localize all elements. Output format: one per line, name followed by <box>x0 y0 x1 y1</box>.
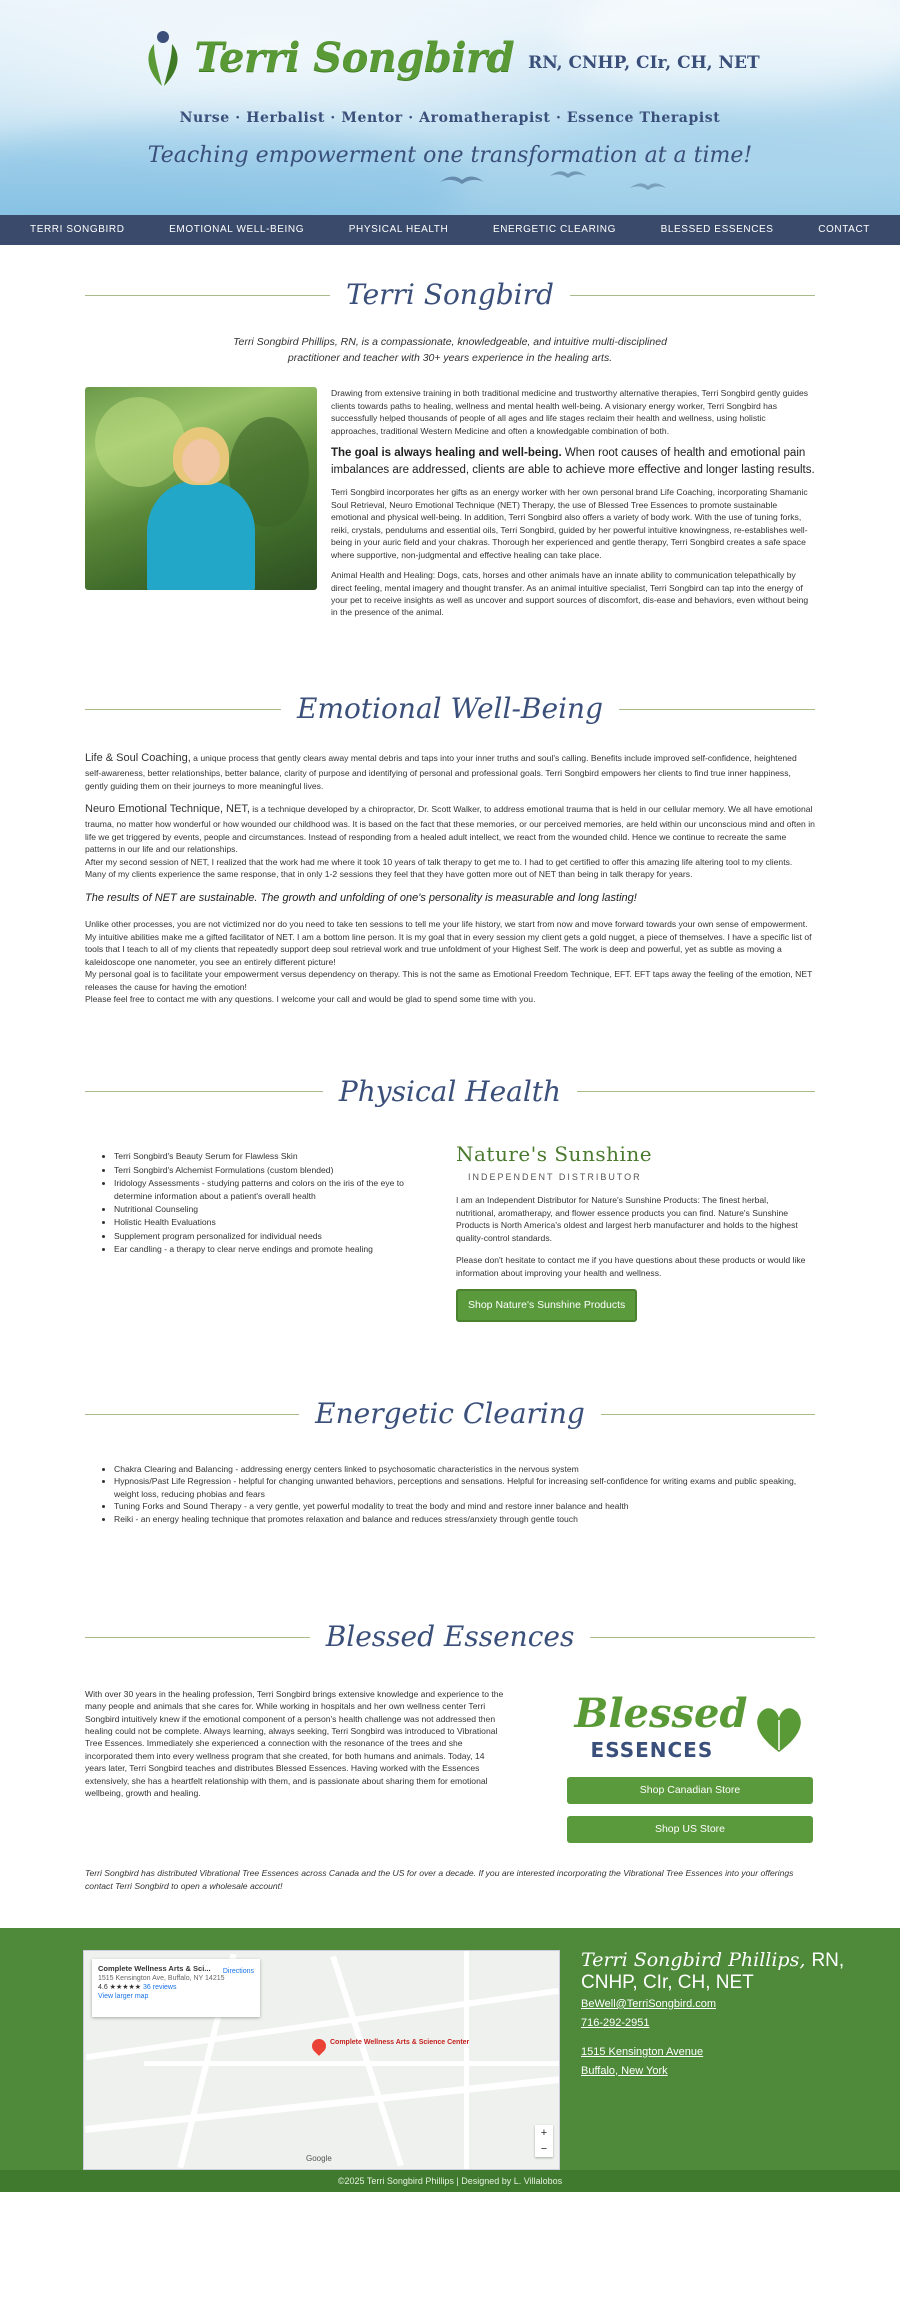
physical-title: Physical Health <box>338 1074 562 1108</box>
shop-canadian-store-button[interactable]: Shop Canadian Store <box>567 1777 813 1804</box>
map-place-card[interactable]: Complete Wellness Arts & Sci... 1515 Kensington Ave, Buffalo, NY 14215 4.6 ★★★★★ 36 reviews View larger map Directions <box>92 1959 260 2017</box>
physical-section <box>0 1006 900 1323</box>
map-pin-label: Complete Wellness Arts & Science Center <box>330 2039 470 2046</box>
map-pin-icon[interactable] <box>309 2036 329 2056</box>
header-tagline: Teaching empowerment one transformation at a time! <box>147 143 753 168</box>
divider <box>570 295 815 296</box>
copyright-bar: ©2025 Terri Songbird Phillips | Designed by L. Villalobos <box>0 2170 900 2192</box>
natures-sunshine-paragraph: I am an Independent Distributor for Nature's Sunshine Products: The finest herbal, nutritional, aromatherapy, and flower essence products you can find. Nature's Sunshine Products is North America's oldest and largest herb manufacturer and holds to the highest quality-control standards. <box>456 1195 798 1243</box>
emotional-paragraph: Please feel free to contact me with any questions. I welcome your call and would be glad to spend some time with you. <box>85 994 536 1005</box>
embedded-map[interactable] <box>83 1950 560 2170</box>
energetic-section <box>0 1322 900 1525</box>
about-title: Terri Songbird <box>346 278 554 311</box>
about-paragraph: Drawing from extensive training in both traditional medicine and trustworthy alternative therapies, Terri Songbird gently guides clients towards paths to healing, wellness and mental health well-being. A visionary energy worker, Terri Songbird has successfully helped thousands of people of all ages and life stages reclaim their health and wellness, using holistic approaches, traditional Western Medicine and often a knowledgable combination of both. <box>331 388 809 436</box>
list-item: • Ear candling - a therapy to clear nerve endings and promote healing <box>114 1243 440 1255</box>
blessed-panel <box>565 1688 815 1843</box>
roles-tagline: Nurse · Herbalist · Mentor · Aromatherapist · Essence Therapist <box>179 110 721 126</box>
blessed-section <box>0 1525 900 1892</box>
leaf-person-logo-icon <box>140 28 186 88</box>
divider <box>85 295 330 296</box>
address-line-1[interactable]: 1515 Kensington Avenue <box>581 2045 704 2058</box>
phone-link[interactable]: 716-292-2951 <box>581 2016 650 2029</box>
divider <box>85 1091 323 1092</box>
section-heading <box>0 1072 900 1113</box>
divider <box>85 1414 299 1415</box>
divider <box>577 1091 815 1092</box>
physical-body <box>0 1112 900 1322</box>
nav-item-physical-health[interactable]: PHYSICAL HEALTH <box>348 223 449 235</box>
list-item: • Reiki - an energy healing technique that promotes relaxation and balance and reduces stress/anxiety through gentle touch <box>114 1513 800 1525</box>
shop-natures-sunshine-button[interactable]: Shop Nature's Sunshine Products <box>456 1289 637 1322</box>
email-link[interactable]: BeWell@TerriSongbird.com <box>581 1997 717 2010</box>
site-header <box>0 0 900 215</box>
section-heading <box>0 1617 900 1658</box>
divider <box>619 709 815 710</box>
contact-info <box>581 1950 900 2079</box>
emotional-title: Emotional Well-Being <box>297 691 603 725</box>
directions-link[interactable]: Directions <box>222 1968 254 1975</box>
section-heading <box>0 275 900 316</box>
map-zoom-controls[interactable]: + − <box>535 2125 553 2157</box>
net-paragraph: Neuro Emotional Technique, NET, is a technique developed by a chiropractor, Dr. Scott Walker, to address emotional trauma that is held in our cellular memory. We all have emotional trauma, no matter how wonderful or how wounded our childhood was. It is based on the fact that these memories, or our perceived memories, are held within our unconscious mind and often in life we get triggered by events, people and circumstances. Instead of responding from a healed adult intellect, we react from the wounded child. Hence we continue to recreate the same patterns in our life and our relationships. <box>85 803 815 855</box>
site-footer <box>0 1928 900 2192</box>
physical-services-list <box>100 1140 440 1322</box>
list-item: • Nutritional Counseling <box>114 1203 440 1215</box>
emotional-paragraph: After my second session of NET, I realized that the work had me where it took 10 years of talk therapy to get me to. I had to get certified to offer this amazing life altering tool to my clients. Many of my clients experience the same response, that in only 1-2 sessions they feel that they have gotten more out of NET than being in talk therapy for years. <box>85 856 793 880</box>
about-paragraph: Terri Songbird incorporates her gifts as an energy worker with her own personal brand Life Coaching, incorporating Shamanic Soul Retrieval, Neuro Emotional Technique (NET) Therapy, the use of Blessed Tree Essences to promote sustainable emotional and physical well-being. In addition, Terri Songbird also offers a variety of body work. With the use of tuning forks, reiki, crystals, pendulums and essential oils, Terri Songbird, guided by her powerful intuitive knowingness, re-establishes well-being in your auric field and your chakras. Thorough her experienced and gentle therapy, Terri Songbird creates a safe space where supportive, non-judgmental and effective healing can take place. <box>331 487 808 560</box>
natures-sunshine-panel <box>456 1140 810 1322</box>
view-larger-map-link[interactable]: View larger map <box>98 1992 149 2000</box>
list-item: • Hypnosis/Past Life Regression - helpful for changing unwanted behaviors, perceptions and sensations. Helpful for increasing self-confidence for writing exams and public speaking, weight loss, reducing phobias and fears <box>114 1475 800 1500</box>
blessed-paragraph: With over 30 years in the healing profession, Terri Songbird brings extensive knowledge and experience to the many people and animals that she cares for. While working in hospitals and her own wellness center Terri Songbird intuitively knew if the emotional component of a person's health challenge was not addressed then healing could not be complete. Always learning, always seeking, Terri Songbird was introduced to Vibrational Tree Essences. Immediately she experienced a connection with the resonance of the trees and she incorporated them into every wellness program that she created, for both humans and animals. Today, 14 years later, Terri Songbird teaches and distributes Blessed Essences. Having worked with the Essences extensively, she has a heartfelt relationship with them, and is passionate about sharing them for emotional wellbeing, growth and healing. <box>85 1688 504 1799</box>
portrait-photo <box>85 387 317 590</box>
nav-item-contact[interactable]: CONTACT <box>818 223 870 235</box>
list-item: • Tuning Forks and Sound Therapy - a very gentle, yet powerful modality to treat the body and mind and restore inner balance and health <box>114 1500 800 1512</box>
about-lead: Terri Songbird Phillips, RN, is a compassionate, knowledgeable, and intuitive multi-disciplined practitioner and teacher with 30+ years experience in the healing arts. <box>233 335 667 365</box>
list-item: • Terri Songbird's Beauty Serum for Flawless Skin <box>114 1150 440 1162</box>
nav-item-energetic-clearing[interactable]: ENERGETIC CLEARING <box>492 223 616 235</box>
blessed-body <box>0 1658 900 1843</box>
nav-item-emotional-well-being[interactable]: EMOTIONAL WELL-BEING <box>169 223 305 235</box>
section-heading <box>0 1394 900 1435</box>
energetic-list <box>0 1435 900 1525</box>
section-heading <box>0 689 900 730</box>
about-text <box>331 387 815 627</box>
about-paragraph: Animal Health and Healing: Dogs, cats, horses and other animals have an innate ability to communication telepathically by direct feeling, mental imagery and thought transfer. As an animal intuitive specialist, Terri Songbird can tap into the energy of your pet to receive insights as well as uncover and support sources of discomfort, dis-ease and behaviors, even without being in the presence of the animal. <box>331 570 809 618</box>
shop-us-store-button[interactable]: Shop US Store <box>567 1816 813 1843</box>
energetic-title: Energetic Clearing <box>315 1397 585 1431</box>
emotional-body <box>0 729 900 1005</box>
about-section <box>0 245 900 627</box>
emotional-paragraph: My intuitive abilities make me a gifted facilitator of NET. I am a bottom line person. It is my goal that in every session my client gets a gold nugget, a piece of themselves. I have a specific list of tools that I teach to all of my clients that repeatedly support deep soul retrieval work and true unfoldment of your Highest Self. The work is deep and powerful, yet as subtle as moving a kaleidoscope one nanometer, you see an entirely different picture! <box>85 931 812 967</box>
divider <box>85 709 281 710</box>
logo[interactable] <box>0 28 900 88</box>
about-body <box>0 367 900 627</box>
list-item: • Holistic Health Evaluations <box>114 1216 440 1228</box>
main-nav <box>0 215 900 245</box>
natures-sunshine-logo: Nature's Sunshine <box>456 1142 653 1167</box>
bird-icon <box>430 160 680 200</box>
logo-name: Terri Songbird <box>194 34 515 81</box>
blessed-title: Blessed Essences <box>325 1620 575 1654</box>
life-coaching-paragraph: Life & Soul Coaching, a unique process that gently clears away mental debris and taps into your inner truths and soul's calling. Benefits include improved self-confidence, heightened self-awareness, better relationships, better balance, clarity of purpose and identifying of personal and professional goals. Terri Songbird empowers her clients to find true inner happiness, gently guiding them on their journeys to more meaningful lives. <box>85 752 797 791</box>
divider <box>601 1414 815 1415</box>
divider <box>85 1637 310 1638</box>
emotional-section <box>0 627 900 1006</box>
list-item: • Terri Songbird's Alchemist Formulations (custom blended) <box>114 1164 440 1176</box>
list-item: • Iridology Assessments - studying patterns and colors on the iris of the eye to determine information about a patient's overall health <box>114 1177 440 1202</box>
nav-item-blessed-essences[interactable]: BLESSED ESSENCES <box>660 223 774 235</box>
divider <box>590 1637 815 1638</box>
blessed-essences-logo: Blessed ESSENCES <box>575 1694 806 1765</box>
about-goal: The goal is always healing and well-being. When root causes of health and emotional pain imbalances are addressed, clients are able to achieve more effective and longer lasting results. <box>331 447 815 476</box>
emotional-paragraph: My personal goal is to facilitate your empowerment versus dependency on therapy. This is not the same as Emotional Freedom Technique, EFT. EFT taps away the feeling of the emotion, NET releases the cause for having the emotion! <box>85 969 813 992</box>
list-item: • Supplement program personalized for individual needs <box>114 1230 440 1242</box>
nav-item-terri-songbird[interactable]: TERRI SONGBIRD <box>30 223 125 235</box>
emotional-paragraph: Unlike other processes, you are not victimized nor do you need to take ten sessions to tell me your life history, we start from now and move forward towards your own sense of empowerment. <box>85 919 808 930</box>
list-item: • Chakra Clearing and Balancing - addressing energy centers linked to psychosomatic characteristics in the nervous system <box>114 1463 800 1475</box>
natures-sunshine-paragraph: Please don't hesitate to contact me if you have questions about these products or would like information about improving your health and wellness. <box>456 1255 806 1278</box>
logo-credentials: RN, CNHP, CIr, CH, NET <box>528 52 760 73</box>
address-line-2[interactable]: Buffalo, New York <box>581 2064 668 2077</box>
net-quote: The results of NET are sustainable. The growth and unfolding of one's personality is measurable and long lasting! <box>85 891 637 904</box>
heart-leaf-icon <box>753 1704 805 1754</box>
wholesale-note: Terri Songbird has distributed Vibrational Tree Essences across Canada and the US for over a decade. If you are interested incorporating the Vibrational Tree Essences into your offerings contact Terri Songbird to open a wholesale account! <box>85 1868 794 1891</box>
contact-name: Terri Songbird Phillips, RN, CNHP, CIr, CH, NET <box>581 1949 845 1993</box>
natures-sunshine-subtitle: INDEPENDENT DISTRIBUTOR <box>468 1172 642 1183</box>
map-google-label: Google <box>306 2154 332 2164</box>
